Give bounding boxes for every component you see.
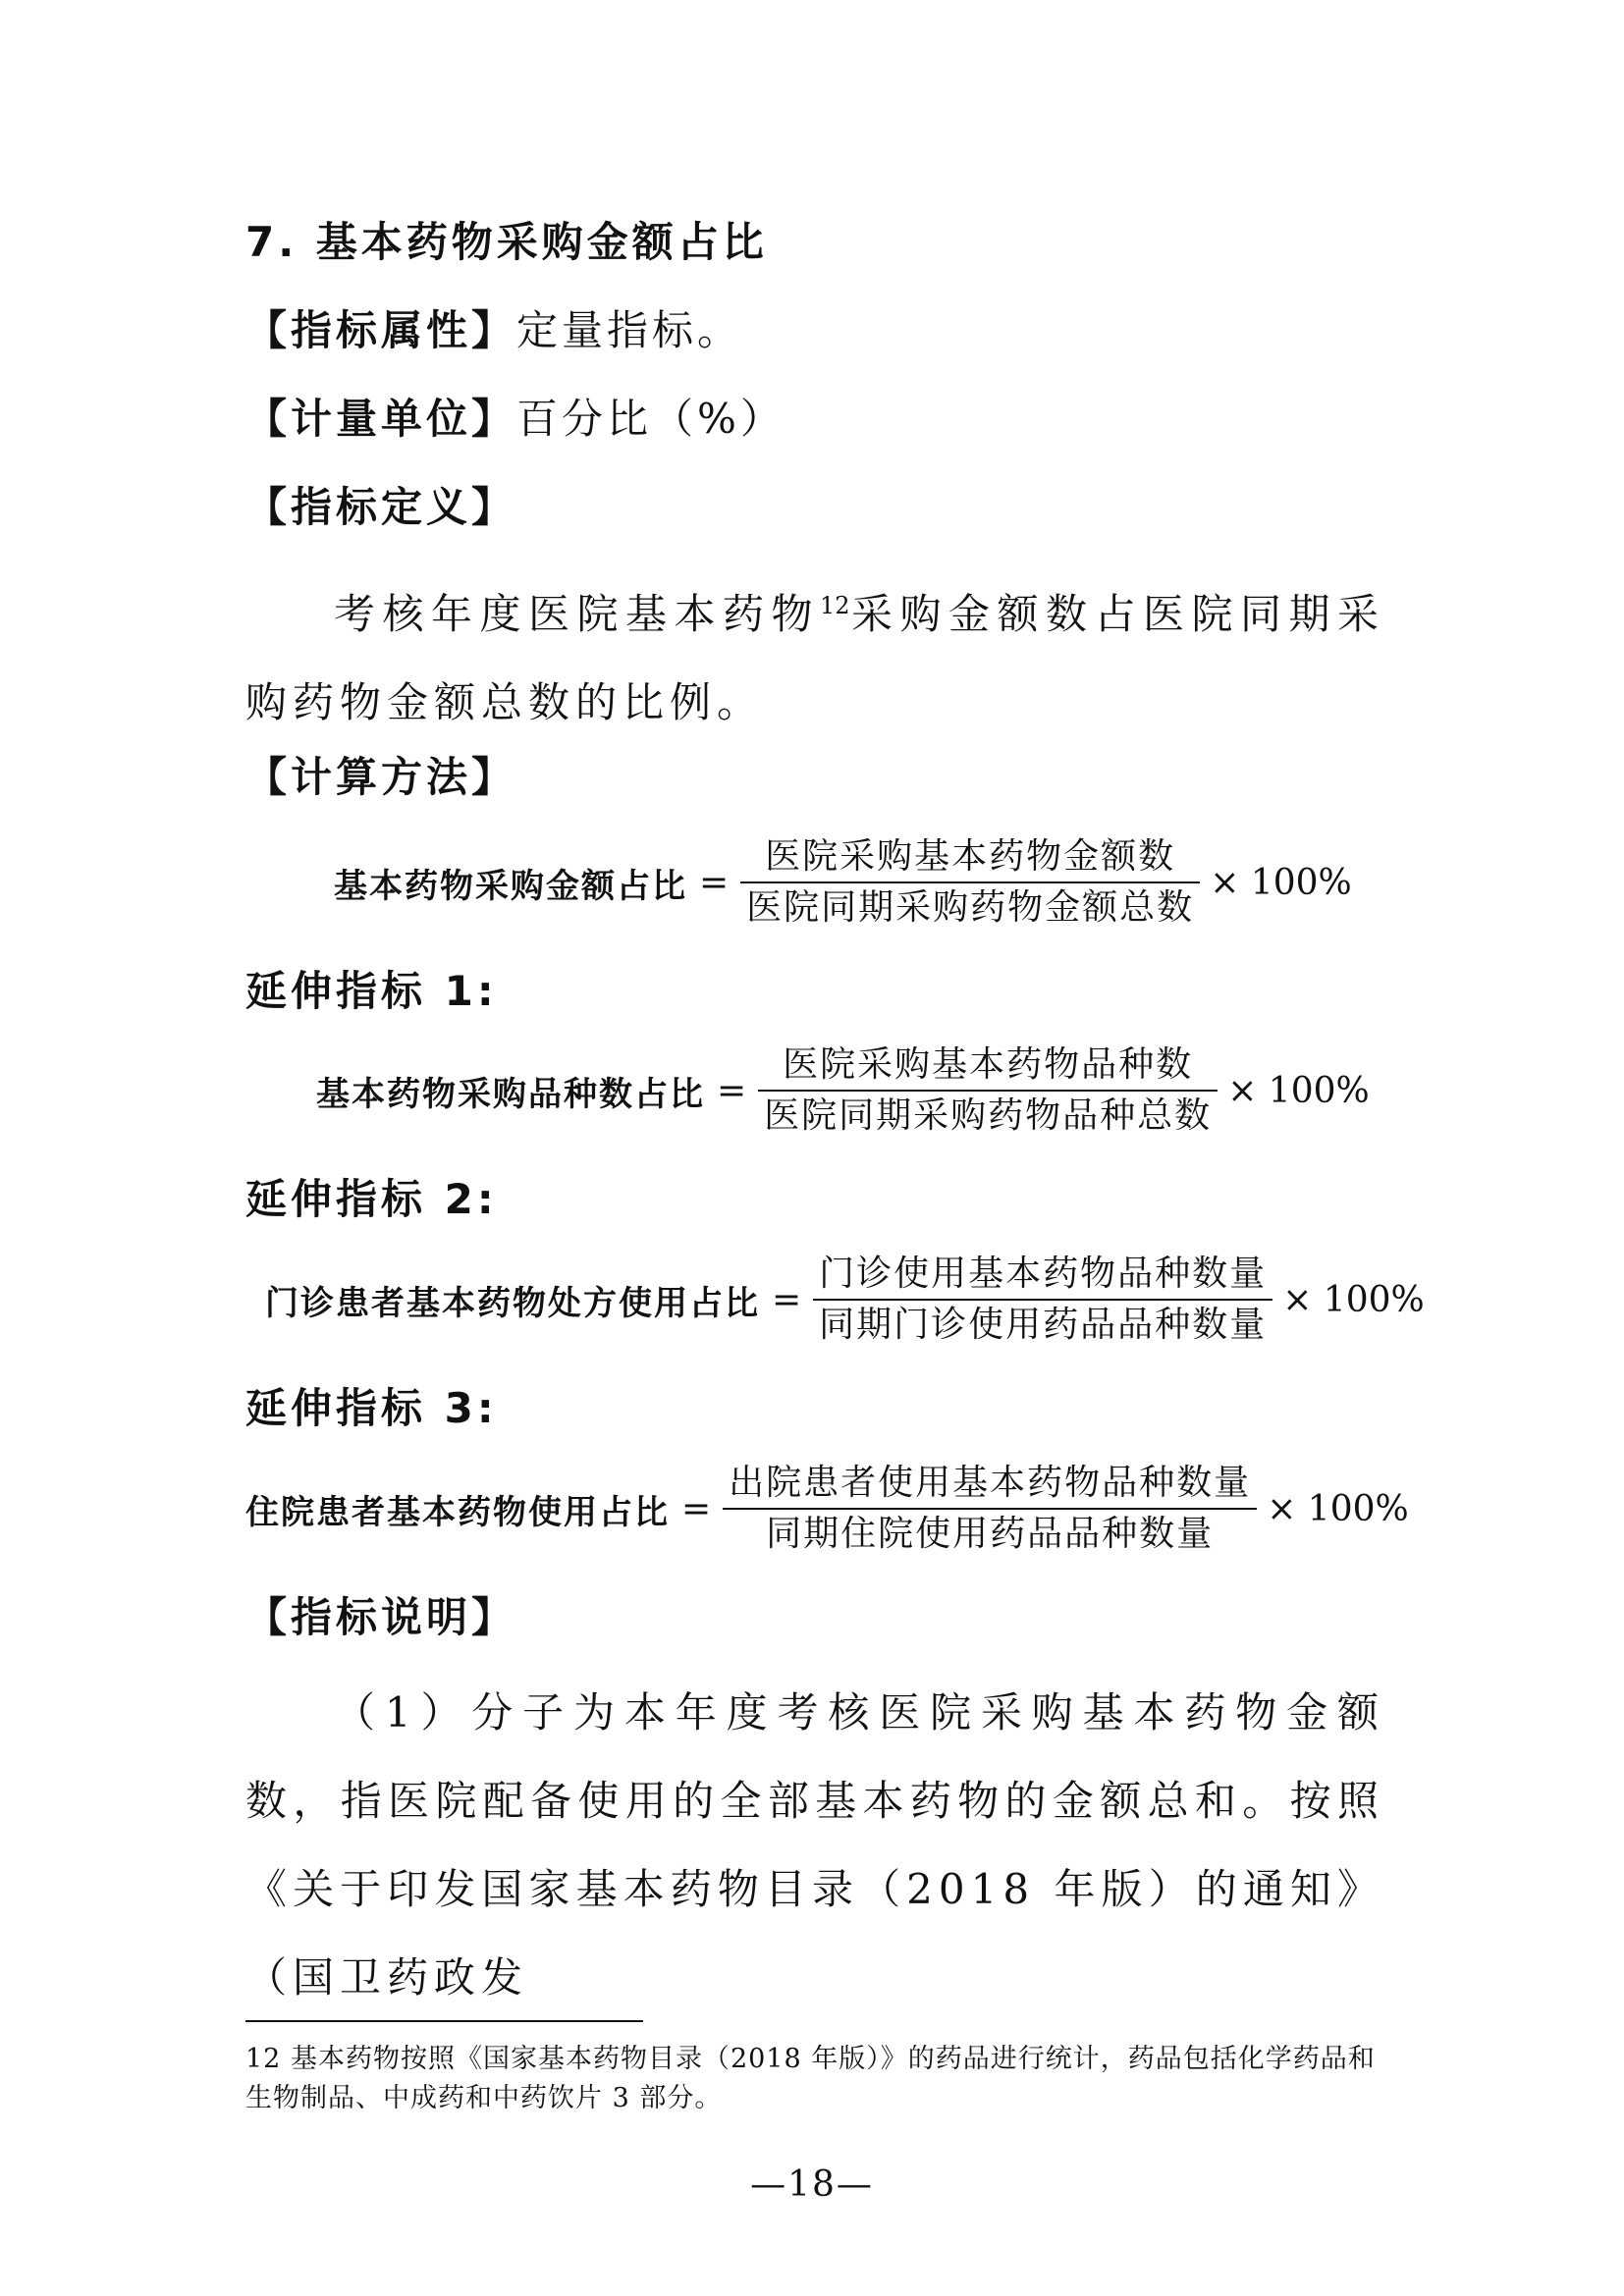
multiplier: × 100% — [1227, 1070, 1370, 1111]
numerator: 医院采购基本药物金额数 — [765, 836, 1176, 877]
fraction — [813, 1250, 1272, 1350]
footnote: 12 基本药物按照《国家基本药物目录（2018 年版）》的药品进行统计，药品包括化学药品和生物制品、中成药和中药饮片 3 部分。 — [245, 2044, 1376, 2113]
definition-text-1: 考核年度医院基本药物 — [334, 590, 820, 638]
extension-label-3: 延伸指标 3: — [245, 1384, 498, 1432]
page-number: —18— — [750, 2164, 874, 2205]
definition-paragraph — [245, 561, 1384, 747]
method-label: 【计算方法】 — [245, 753, 517, 801]
explanation-paragraph: （1）分子为本年度考核医院采购基本药物金额数，指医院配备使用的全部基本药物的金额总和。按照《关于印发国家基本药物目录（2018 年版）的通知》（国卫药政发 — [245, 1688, 1384, 2002]
equals-sign: = — [681, 1488, 712, 1529]
formula-lhs: 基本药物采购品种数占比 — [316, 1074, 705, 1114]
fraction — [740, 832, 1200, 933]
extension-label-1: 延伸指标 1: — [245, 967, 498, 1015]
equals-sign: = — [772, 1279, 802, 1320]
numerator: 门诊使用基本药物品种数量 — [819, 1254, 1268, 1294]
denominator: 同期住院使用药品品种数量 — [766, 1514, 1215, 1554]
formula-main — [334, 832, 1352, 933]
denominator: 同期门诊使用药品品种数量 — [819, 1305, 1268, 1345]
numerator: 医院采购基本药物品种数 — [783, 1044, 1194, 1085]
footnote-ref: 12 — [819, 592, 850, 619]
multiplier: × 100% — [1282, 1279, 1425, 1320]
attribute-value: 定量指标。 — [516, 306, 743, 354]
unit-value: 百分比（%） — [516, 395, 785, 443]
fraction — [758, 1041, 1218, 1141]
formula-extension-3 — [245, 1459, 1409, 1559]
fraction — [723, 1459, 1257, 1559]
numerator: 出院患者使用基本药物品种数量 — [729, 1463, 1252, 1503]
extension-label-2: 延伸指标 2: — [245, 1175, 498, 1223]
equals-sign: = — [699, 862, 730, 903]
denominator: 医院同期采购药物金额总数 — [746, 887, 1195, 928]
unit-label: 【计量单位】 — [245, 395, 517, 443]
formula-lhs: 基本药物采购金额占比 — [334, 866, 687, 906]
section-heading: 7. 基本药物采购金额占比 — [245, 218, 768, 266]
unit-row — [245, 390, 785, 449]
formula-extension-1 — [316, 1041, 1370, 1141]
formula-extension-2 — [265, 1250, 1425, 1350]
denominator: 医院同期采购药物品种总数 — [764, 1095, 1213, 1136]
definition-text-2: 采购金额数占医院同期采购药物金额总数的比例。 — [245, 590, 1384, 726]
definition-label: 【指标定义】 — [245, 483, 517, 531]
footnote-divider — [245, 2020, 643, 2022]
attribute-label: 【指标属性】 — [245, 306, 517, 354]
multiplier: × 100% — [1267, 1488, 1409, 1529]
equals-sign: = — [717, 1070, 747, 1111]
attribute-row — [245, 301, 742, 360]
explanation-label: 【指标说明】 — [245, 1593, 517, 1641]
formula-lhs: 住院患者基本药物使用占比 — [245, 1492, 670, 1532]
formula-lhs: 门诊患者基本药物处方使用占比 — [265, 1283, 760, 1323]
multiplier: × 100% — [1210, 862, 1352, 903]
